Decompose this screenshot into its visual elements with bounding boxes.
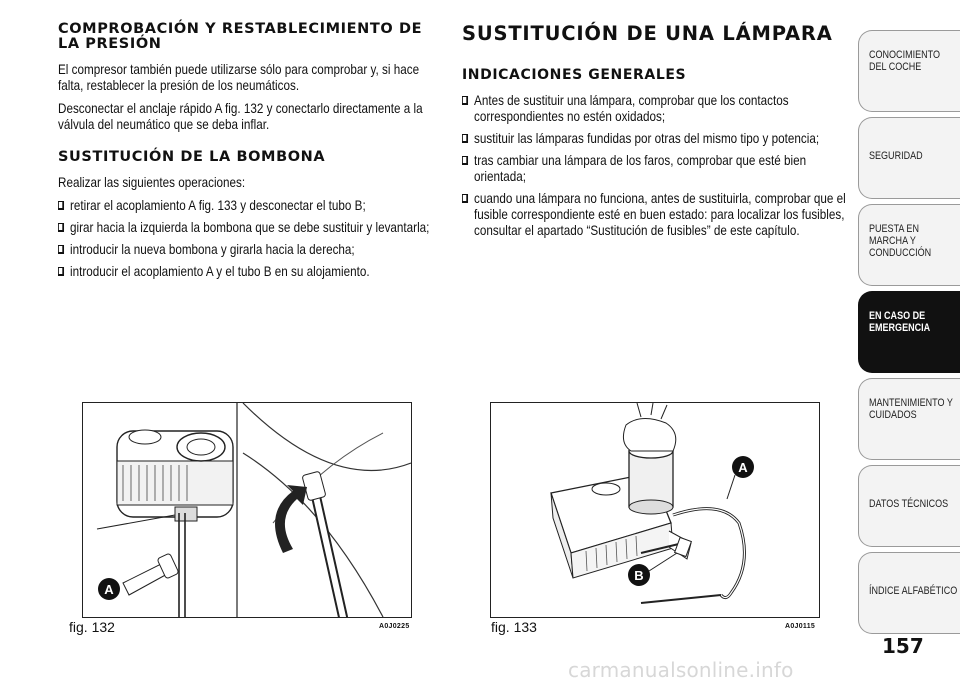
checkbox-bullet-icon — [58, 245, 64, 254]
tab-datos-tecnicos[interactable] — [858, 465, 960, 547]
paragraph-compressor: El compresor también puede utilizarse sólo para comprobar y, si hace falta, restablecer la presión de los neumáticos. — [58, 62, 420, 93]
section-title-cylinder: SUSTITUCIÓN DE LA BOMBONA — [58, 149, 326, 165]
tab-mantenimiento[interactable] — [858, 378, 960, 460]
left-column — [58, 22, 440, 286]
lamp-instructions-list — [462, 93, 846, 239]
checkbox-bullet-icon — [462, 134, 468, 143]
figure-code: A0J0225 — [379, 623, 410, 630]
tab-puesta-en-marcha[interactable] — [858, 204, 960, 286]
list-item — [58, 264, 451, 280]
list-item-text: introducir el acoplamiento A y el tubo B en su alojamiento. — [70, 264, 370, 279]
list-item — [58, 198, 451, 214]
checkbox-bullet-icon — [462, 156, 468, 165]
section-title-general: INDICACIONES GENERALES — [462, 67, 687, 83]
cylinder-replacement-illustration — [491, 403, 819, 617]
compressor-valve-illustration — [83, 403, 411, 617]
tab-label: SEGURIDAD — [869, 150, 923, 162]
figure-132 — [69, 402, 412, 635]
tab-label: CONOCIMIENTO DEL COCHE — [869, 49, 940, 73]
watermark: carmanualsonline.info — [568, 658, 794, 682]
list-item-text: cuando una lámpara no funciona, antes de sustituirla, comprobar que el fusible correspondiente esté en buen estado: para localizar los fusibles, consultar el apartado “Sustitución de fusibles” de este capítulo. — [474, 191, 846, 238]
figure-133 — [490, 402, 820, 635]
list-item-text: girar hacia la izquierda la bombona que se debe sustituir y levantarla; — [70, 220, 430, 235]
list-item — [58, 220, 451, 236]
tab-label: DATOS TÉCNICOS — [869, 498, 949, 510]
list-item-text: introducir la nueva bombona y girarla hacia la derecha; — [70, 242, 355, 257]
checkbox-bullet-icon — [58, 267, 64, 276]
tab-conocimiento[interactable] — [858, 30, 960, 112]
tab-label: MANTENIMIENTO Y CUIDADOS — [869, 397, 953, 421]
checkbox-bullet-icon — [58, 201, 64, 210]
cylinder-steps-list — [58, 198, 440, 280]
checkbox-bullet-icon — [462, 96, 468, 105]
list-item-text: retirar el acoplamiento A fig. 133 y desconectar el tubo B; — [70, 198, 366, 213]
tab-label: PUESTA EN MARCHA Y CONDUCCIÓN — [869, 223, 932, 259]
list-item — [58, 242, 451, 258]
label-b: B — [634, 568, 644, 583]
list-item-text: sustituir las lámparas fundidas por otras del mismo tipo y potencia; — [474, 131, 820, 146]
tab-label: EN CASO DE EMERGENCIA — [869, 310, 931, 334]
tab-indice-alfabetico[interactable] — [858, 552, 960, 634]
checkbox-bullet-icon — [462, 194, 468, 203]
page-number: 157 — [882, 634, 924, 658]
checkbox-bullet-icon — [58, 223, 64, 232]
list-item — [462, 131, 853, 147]
list-item — [462, 191, 853, 239]
section-title-pressure: COMPROBACIÓN Y RESTABLECIMIENTO DE LA PRESIÓN — [58, 21, 423, 52]
main-title-lamp: SUSTITUCIÓN DE UNA LÁMPARA — [462, 22, 833, 45]
list-item — [462, 93, 853, 125]
list-item — [462, 153, 853, 185]
tab-label: ÍNDICE ALFABÉTICO — [869, 585, 958, 597]
right-column — [462, 22, 846, 245]
paragraph-disconnect: Desconectar el anclaje rápido A fig. 132 y conectarlo directamente a la válvula del neumático que se deba inflar. — [58, 101, 423, 132]
tab-en-caso-de-emergencia[interactable] — [858, 291, 960, 373]
label-a: A — [104, 582, 114, 597]
figure-caption: fig. 132 — [69, 619, 115, 635]
figure-code: A0J0115 — [785, 623, 816, 630]
label-a: A — [738, 460, 748, 475]
list-item-text: tras cambiar una lámpara de los faros, comprobar que esté bien orientada; — [474, 153, 807, 184]
list-item-text: Antes de sustituir una lámpara, comprobar que los contactos correspondientes no estén oxidados; — [474, 93, 789, 124]
chapter-tabs — [858, 0, 960, 640]
figure-caption: fig. 133 — [491, 619, 537, 635]
paragraph-operations: Realizar las siguientes operaciones: — [58, 175, 246, 190]
tab-seguridad[interactable] — [858, 117, 960, 199]
